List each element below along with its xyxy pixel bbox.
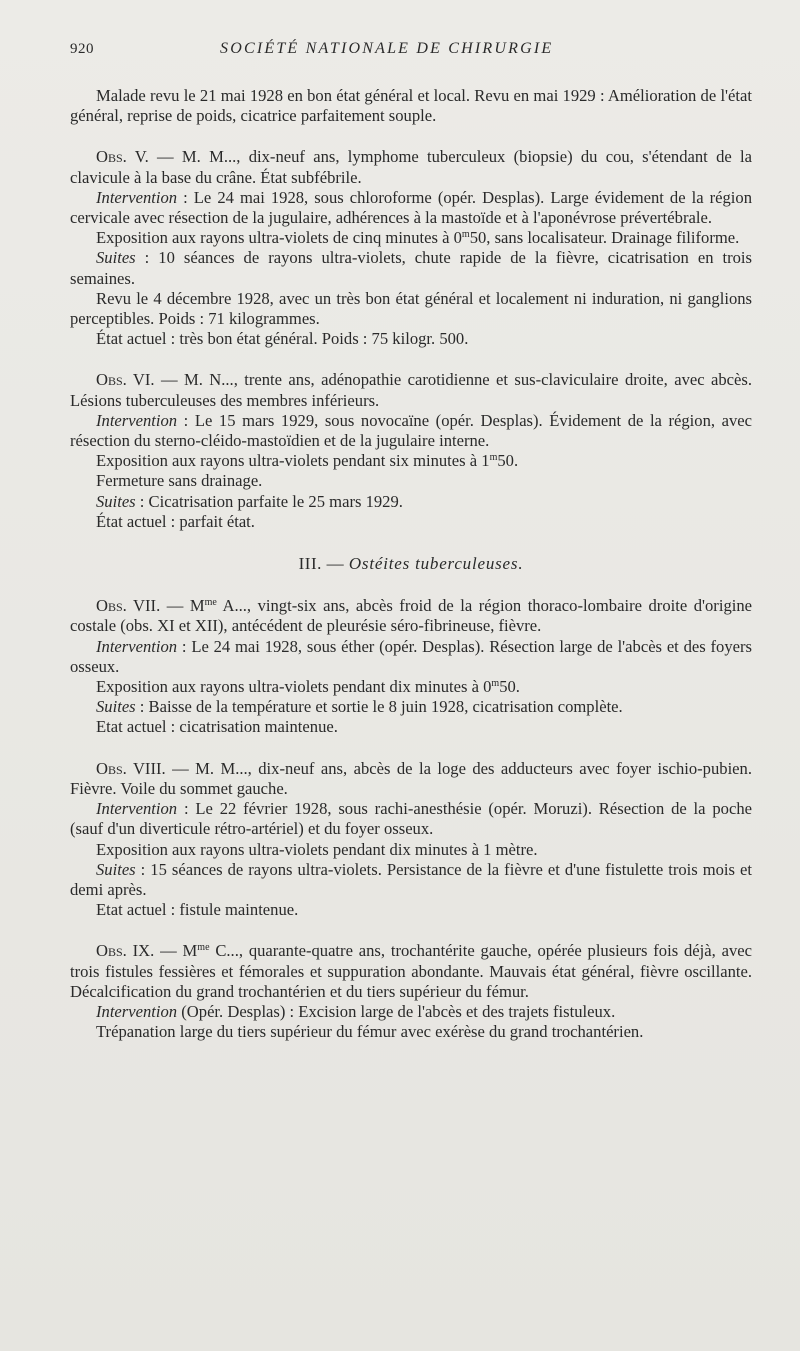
superscript: m bbox=[491, 678, 500, 690]
text: Exposition aux rayons ultra-violets de cinq minutes à 0 bbox=[96, 228, 462, 248]
text: 50, sans localisateur. Drainage filiforme. bbox=[469, 228, 740, 248]
body-text bbox=[70, 86, 752, 1042]
text: : Le 22 février 1928, sous rachi-anesthésie (opér. Moruzi). Résection de la poche (sauf d'un diverticule rétro-artériel) et du foyer osseux. bbox=[70, 799, 752, 839]
paragraph bbox=[70, 512, 752, 532]
text: A..., vingt-six ans, abcès froid de la région thoraco-lombaire droite d'origine costale (obs. XI et XII), antécédent de pleurésie séro-fibrineuse, fièvre. bbox=[70, 596, 753, 636]
obs-label: Obs. VI. bbox=[96, 370, 155, 390]
intervention-label: Intervention bbox=[96, 410, 178, 430]
paragraph bbox=[70, 451, 752, 471]
observation-8 bbox=[70, 759, 752, 799]
text: : Cicatrisation parfaite le 25 mars 1929. bbox=[135, 491, 403, 511]
observation-6 bbox=[70, 370, 752, 410]
obs-label: Obs. VII. bbox=[96, 596, 161, 616]
text: : Le 24 mai 1928, sous chloroforme (opér. Desplas). Large évidement de la région cervicale avec résection de la jugulaire, adhérences à la mastoïde et à l'aponévrose prévertébrale. bbox=[70, 187, 752, 228]
text: Exposition aux rayons ultra-violets pendant dix minutes à 0 bbox=[96, 677, 492, 697]
paragraph bbox=[70, 188, 752, 228]
paragraph bbox=[70, 471, 752, 491]
text: — M. M..., dix-neuf ans, abcès de la loge des adducteurs avec foyer ischio-pubien. Fièvre. Voile du sommet gauche. bbox=[70, 758, 752, 798]
text: — M bbox=[160, 596, 205, 616]
intervention-label: Intervention bbox=[96, 799, 178, 819]
paragraph bbox=[70, 1002, 752, 1022]
observation-5 bbox=[70, 147, 752, 187]
observation-9 bbox=[70, 941, 752, 1002]
text: : Le 15 mars 1929, sous novocaïne (opér. Desplas). Évidement de la région, avec résection du sterno-cléido-mastoïdien et de la jugulaire interne. bbox=[70, 410, 752, 451]
paragraph bbox=[70, 329, 752, 349]
text: 50. bbox=[499, 677, 520, 697]
text: Exposition aux rayons ultra-violets pendant six minutes à 1 bbox=[96, 451, 490, 471]
running-title: SOCIÉTÉ NATIONALE DE CHIRURGIE bbox=[220, 40, 554, 57]
paragraph bbox=[70, 411, 752, 451]
text: : Baisse de la température et sortie le 8 juin 1928, cicatrisation complète. bbox=[135, 697, 623, 717]
text: Trépanation large du tiers supérieur du fémur avec exérèse du grand trochantérien. bbox=[96, 1022, 644, 1042]
paragraph bbox=[70, 717, 752, 737]
paragraph bbox=[70, 677, 752, 697]
paragraph bbox=[70, 492, 752, 512]
text: : Le 24 mai 1928, sous éther (opér. Desplas). Résection large de l'abcès et des foyers osseux. bbox=[70, 636, 752, 676]
text: 50. bbox=[497, 451, 519, 471]
paragraph bbox=[70, 697, 752, 717]
observation-7 bbox=[70, 596, 752, 636]
text: Etat actuel : cicatrisation maintenue. bbox=[96, 717, 338, 737]
text: C..., quarante-quatre ans, trochantérite gauche, opérée plusieurs fois déjà, avec trois fistules fessières et fémorales et suppuration abondante. Mauvais état général, fièvre oscillante. Décalcification du grand trochantérien et du tiers supérieur du fémur. bbox=[70, 941, 752, 1001]
superscript: m bbox=[489, 452, 498, 464]
text: État actuel : très bon état général. Poids : 75 kilogr. 500. bbox=[96, 329, 469, 349]
page-number: 920 bbox=[70, 41, 94, 57]
text: État actuel : parfait état. bbox=[96, 511, 255, 531]
obs-label: Obs. VIII. bbox=[96, 758, 166, 778]
text: Etat actuel : fistule maintenue. bbox=[96, 900, 299, 920]
paragraph bbox=[70, 228, 752, 248]
paragraph bbox=[70, 248, 752, 288]
paragraph bbox=[70, 86, 752, 126]
text: Exposition aux rayons ultra-violets pendant dix minutes à 1 mètre. bbox=[96, 839, 538, 859]
text: Malade revu le 21 mai 1928 en bon état général et local. Revu en mai 1929 : Amélioration de l'état général, reprise de poids, cicatrice parfaitement souple. bbox=[70, 86, 752, 126]
section-heading bbox=[70, 554, 752, 574]
page-header bbox=[70, 40, 752, 72]
text: : 15 séances de rayons ultra-violets. Persistance de la fièvre et d'une fistulette trois mois et demi après. bbox=[70, 859, 752, 899]
intervention-label: Intervention bbox=[96, 636, 178, 656]
text: — M bbox=[154, 941, 198, 961]
suites-label: Suites bbox=[96, 491, 136, 511]
suites-label: Suites bbox=[96, 859, 136, 879]
suites-label: Suites bbox=[96, 248, 136, 268]
paragraph bbox=[70, 799, 752, 839]
section-number: III. — bbox=[298, 554, 349, 574]
paragraph bbox=[70, 900, 752, 920]
paragraph bbox=[70, 637, 752, 677]
obs-label: Obs. V. bbox=[96, 147, 149, 167]
paragraph bbox=[70, 289, 752, 329]
text: (Opér. Desplas) : Excision large de l'abcès et des trajets fistuleux. bbox=[177, 1001, 616, 1021]
text: — M. N..., trente ans, adénopathie carotidienne et sus-claviculaire droite, avec abcès. Lésions tuberculeuses des membres inférieurs. bbox=[70, 370, 752, 410]
text: Fermeture sans drainage. bbox=[96, 471, 263, 491]
paragraph bbox=[70, 840, 752, 860]
text: — M. M..., dix-neuf ans, lymphome tuberculeux (biopsie) du cou, s'étendant de la clavicule à la base du crâne. État subfébrile. bbox=[70, 147, 752, 187]
intervention-label: Intervention bbox=[96, 187, 178, 207]
paragraph bbox=[70, 860, 752, 900]
text: Revu le 4 décembre 1928, avec un très bon état général et localement ni induration, ni ganglions perceptibles. Poids : 71 kilogrammes. bbox=[70, 288, 752, 329]
superscript: me bbox=[204, 597, 217, 609]
intervention-label: Intervention bbox=[96, 1001, 178, 1021]
text: : 10 séances de rayons ultra-violets, chute rapide de la fièvre, cicatrisation en trois semaines. bbox=[70, 248, 752, 288]
superscript: me bbox=[197, 942, 210, 954]
superscript: m bbox=[461, 229, 470, 241]
suites-label: Suites bbox=[96, 697, 136, 717]
paragraph bbox=[70, 1022, 752, 1042]
section-title: Ostéites tuberculeuses. bbox=[348, 554, 524, 574]
obs-label: Obs. IX. bbox=[96, 941, 155, 961]
